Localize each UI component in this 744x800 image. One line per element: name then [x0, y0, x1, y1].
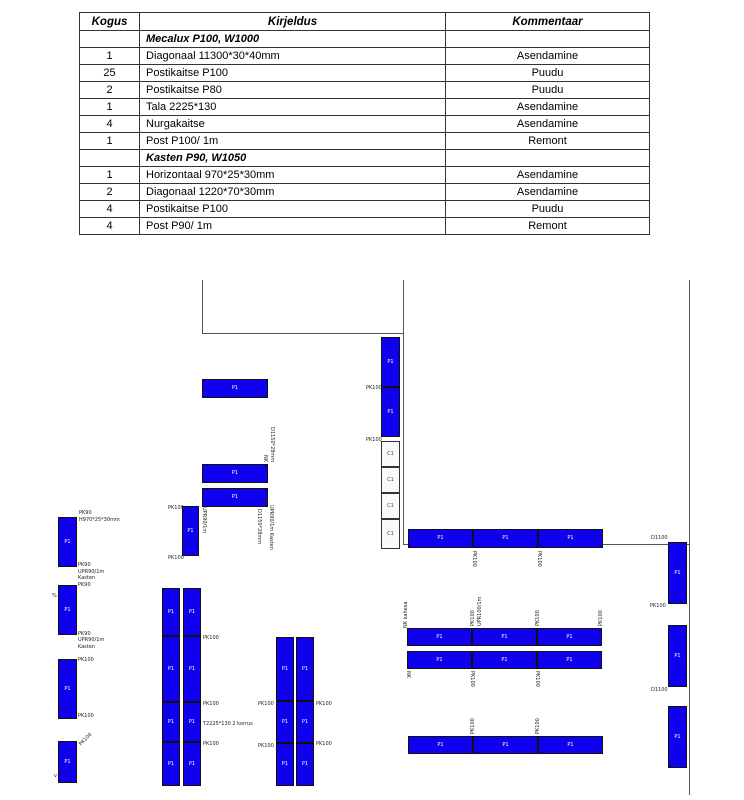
rack-bay [58, 741, 77, 783]
annotation: NK kahesa [403, 601, 409, 628]
pallet-mark: P1 [188, 665, 196, 672]
bay-mark: C1 [387, 502, 394, 509]
pallet-mark: P1 [64, 538, 71, 545]
pallet-mark: P1 [231, 470, 239, 476]
comment-cell: Remont [446, 218, 650, 235]
table-row [80, 116, 650, 133]
wall [202, 280, 203, 334]
pallet-mark: P1 [188, 760, 196, 767]
annotation: PK100 [203, 741, 219, 747]
annotation: D1100 [651, 535, 668, 541]
qty-cell: 1 [80, 167, 140, 184]
section-title: Kasten P90, W1050 [140, 150, 446, 167]
pallet-mark: P1 [301, 761, 309, 767]
wall [403, 280, 404, 545]
pallet-mark: P1 [64, 758, 71, 765]
annotation: PK100 [534, 671, 540, 687]
annotation: NK [262, 455, 268, 463]
annotation: PK100 [258, 701, 274, 707]
table-row [80, 167, 650, 184]
annotation: UPR90/1m Kasten [268, 505, 274, 550]
table-row [80, 48, 650, 65]
empty-bay [381, 493, 400, 519]
pallet-mark: P1 [436, 633, 443, 640]
rack-bay [182, 506, 199, 556]
rack-bay [202, 379, 268, 398]
pallet-mark: P1 [167, 608, 175, 615]
pallet-mark: P1 [64, 606, 71, 613]
table-row [80, 99, 650, 116]
empty-bay [381, 519, 400, 549]
wall [689, 280, 690, 795]
annotation: PK90 [78, 562, 91, 568]
qty-cell: 4 [80, 116, 140, 133]
pallet-mark: P1 [188, 718, 196, 725]
annotation: NK [405, 671, 411, 679]
pallet-mark: P1 [281, 761, 289, 767]
annotation: Kasten [78, 644, 96, 650]
annotation: PK100 [536, 551, 542, 567]
rack-bay [472, 651, 537, 669]
annotation: UPR90/1m [201, 507, 207, 534]
rack-bay [276, 743, 294, 786]
comment-cell: Asendamine [446, 167, 650, 184]
desc-cell: Post P100/ 1m [140, 133, 446, 150]
bay-mark: C1 [387, 530, 394, 537]
rack-bay [183, 742, 201, 786]
pallet-mark: P1 [387, 408, 394, 415]
rack-bay [668, 625, 687, 687]
annotation: PK100 [535, 718, 541, 734]
rack-bay [58, 659, 77, 719]
pallet-mark: P1 [674, 569, 681, 576]
bay-mark: C1 [387, 476, 394, 483]
desc-cell: Postikaitse P80 [140, 82, 446, 99]
annotation: UPR90/1m [78, 637, 105, 643]
pallet-mark: P1 [501, 633, 508, 640]
pallet-mark: P1 [567, 741, 574, 748]
comment-cell: Asendamine [446, 184, 650, 201]
rack-bay [296, 701, 314, 743]
pallet-mark: P1 [167, 760, 175, 767]
rack-bay [183, 636, 201, 702]
qty-cell: 2 [80, 184, 140, 201]
qty-cell: 1 [80, 99, 140, 116]
rack-bay [407, 651, 472, 669]
desc-cell: Tala 2225*130 [140, 99, 446, 116]
header-kommentaar: Kommentaar [446, 13, 650, 31]
annotation: D1150*28mm [256, 509, 262, 545]
rack-bay [473, 736, 538, 754]
desc-cell: Postikaitse P100 [140, 201, 446, 218]
rack-bay [183, 588, 201, 636]
comment-cell: Asendamine [446, 48, 650, 65]
pallet-mark: P1 [231, 385, 239, 391]
annotation: PK90 [78, 631, 91, 637]
pallet-mark: P1 [436, 656, 443, 663]
table-header-row [80, 13, 650, 31]
rack-bay [538, 529, 603, 548]
rack-bay [276, 701, 294, 743]
annotation: PK100 [316, 701, 332, 707]
pallet-mark: P1 [188, 608, 196, 615]
desc-cell: Post P90/ 1m [140, 218, 446, 235]
rack-bay [381, 337, 400, 387]
annotation: D1150*28mm [269, 427, 275, 463]
pallet-mark: P1 [674, 652, 681, 659]
annotation: PK100 [316, 741, 332, 747]
table-row [80, 201, 650, 218]
annotation: PK100 [168, 505, 184, 511]
pallet-mark: P1 [674, 733, 681, 740]
rack-bay [58, 585, 77, 635]
rack-bay [538, 736, 603, 754]
pallet-mark: P1 [566, 656, 573, 663]
rack-bay [407, 628, 472, 646]
annotation: PK100 [470, 718, 476, 734]
rack-bay [162, 588, 180, 636]
annotation: PK100 [650, 603, 666, 609]
qty-cell: 1 [80, 133, 140, 150]
annotation: NK [262, 499, 268, 507]
comment-cell: Puudu [446, 201, 650, 218]
annotation: PK100 [535, 610, 541, 626]
table-row [80, 65, 650, 82]
rack-bay [473, 529, 538, 548]
annotation: H970*25*30mm [79, 517, 120, 523]
pallet-mark: P1 [301, 665, 309, 672]
annotation: PK100 [78, 713, 94, 719]
pallet-mark: P1 [567, 535, 574, 541]
rack-bay [537, 628, 602, 646]
qty-cell: 2 [80, 82, 140, 99]
desc-cell: Postikaitse P100 [140, 65, 446, 82]
annotation: PK100 [469, 671, 475, 687]
table-row [80, 184, 650, 201]
header-kogus: Kogus [80, 13, 140, 31]
warehouse-floor-plan [0, 255, 744, 800]
section-title: Mecalux P100, W1000 [140, 31, 446, 48]
section-row [80, 150, 650, 167]
pallet-mark: P1 [502, 535, 509, 541]
inventory-table [79, 12, 650, 235]
annotation: PK100 [258, 743, 274, 749]
pallet-mark: P1 [566, 633, 573, 640]
header-kirjeldus: Kirjeldus [140, 13, 446, 31]
rack-bay [202, 464, 268, 483]
desc-cell: Diagonaal 11300*30*40mm [140, 48, 446, 65]
qty-cell: 25 [80, 65, 140, 82]
desc-cell: Diagonaal 1220*70*30mm [140, 184, 446, 201]
annotation: UPR100/1m [477, 596, 483, 626]
pallet-mark: P1 [387, 358, 394, 365]
rack-bay [162, 702, 180, 742]
table-row [80, 82, 650, 99]
wall [202, 333, 404, 334]
annotation: PK100 [78, 731, 94, 748]
rack-bay [668, 706, 687, 768]
annotation: PK100 [471, 551, 477, 567]
rack-bay [296, 743, 314, 786]
rack-bay [381, 387, 400, 437]
pallet-mark: P1 [437, 535, 444, 541]
annotation: PK100 [598, 610, 604, 626]
annotation: PK100 [470, 610, 476, 626]
rack-bay [58, 517, 77, 567]
annotation: D1100 [651, 687, 668, 693]
pallet-mark: P1 [167, 665, 175, 672]
empty-bay [381, 441, 400, 467]
pallet-mark: P1 [231, 494, 239, 500]
rack-bay [202, 488, 268, 507]
comment-cell: Remont [446, 133, 650, 150]
rack-bay [162, 636, 180, 702]
desc-cell: Nurgakaitse [140, 116, 446, 133]
comment-cell: Asendamine [446, 116, 650, 133]
pallet-mark: P1 [301, 718, 309, 725]
annotation: PK100 [203, 635, 219, 641]
rack-bay [408, 529, 473, 548]
annotation: PK90 [79, 510, 92, 516]
pallet-mark: P1 [281, 665, 289, 672]
rack-bay [276, 637, 294, 701]
desc-cell: Horizontaal 970*25*30mm [140, 167, 446, 184]
annotation: PK100 [168, 555, 184, 561]
bay-mark: C1 [387, 450, 394, 457]
rack-bay [537, 651, 602, 669]
pallet-mark: P1 [64, 685, 71, 692]
annotation: Kasten [78, 575, 96, 581]
rack-bay [668, 542, 687, 604]
pallet-mark: P1 [167, 718, 175, 725]
rack-bay [296, 637, 314, 701]
pallet-mark: P1 [187, 527, 194, 534]
rack-bay [472, 628, 537, 646]
pallet-mark: P1 [281, 718, 289, 725]
section-row [80, 31, 650, 48]
qty-cell: 4 [80, 218, 140, 235]
table-row [80, 218, 650, 235]
table-row [80, 133, 650, 150]
annotation: % [52, 593, 57, 599]
comment-cell: Asendamine [446, 99, 650, 116]
annotation: PK100 [78, 657, 94, 663]
annotation: PK100 [203, 701, 219, 707]
rack-bay [162, 742, 180, 786]
rack-bay [408, 736, 473, 754]
qty-cell: 4 [80, 201, 140, 218]
rack-bay [183, 702, 201, 742]
empty-bay [381, 467, 400, 493]
comment-cell: Puudu [446, 82, 650, 99]
pallet-mark: P1 [502, 741, 509, 748]
annotation: v [54, 773, 57, 779]
comment-cell: Puudu [446, 65, 650, 82]
pallet-mark: P1 [501, 656, 508, 663]
annotation: UPR90/1m [78, 569, 105, 575]
annotation: T2225*130 2 korrus [203, 721, 253, 727]
annotation: PK100 [366, 437, 382, 443]
pallet-mark: P1 [437, 741, 444, 748]
annotation: PK100 [366, 385, 382, 391]
annotation: PK90 [78, 582, 91, 588]
qty-cell: 1 [80, 48, 140, 65]
